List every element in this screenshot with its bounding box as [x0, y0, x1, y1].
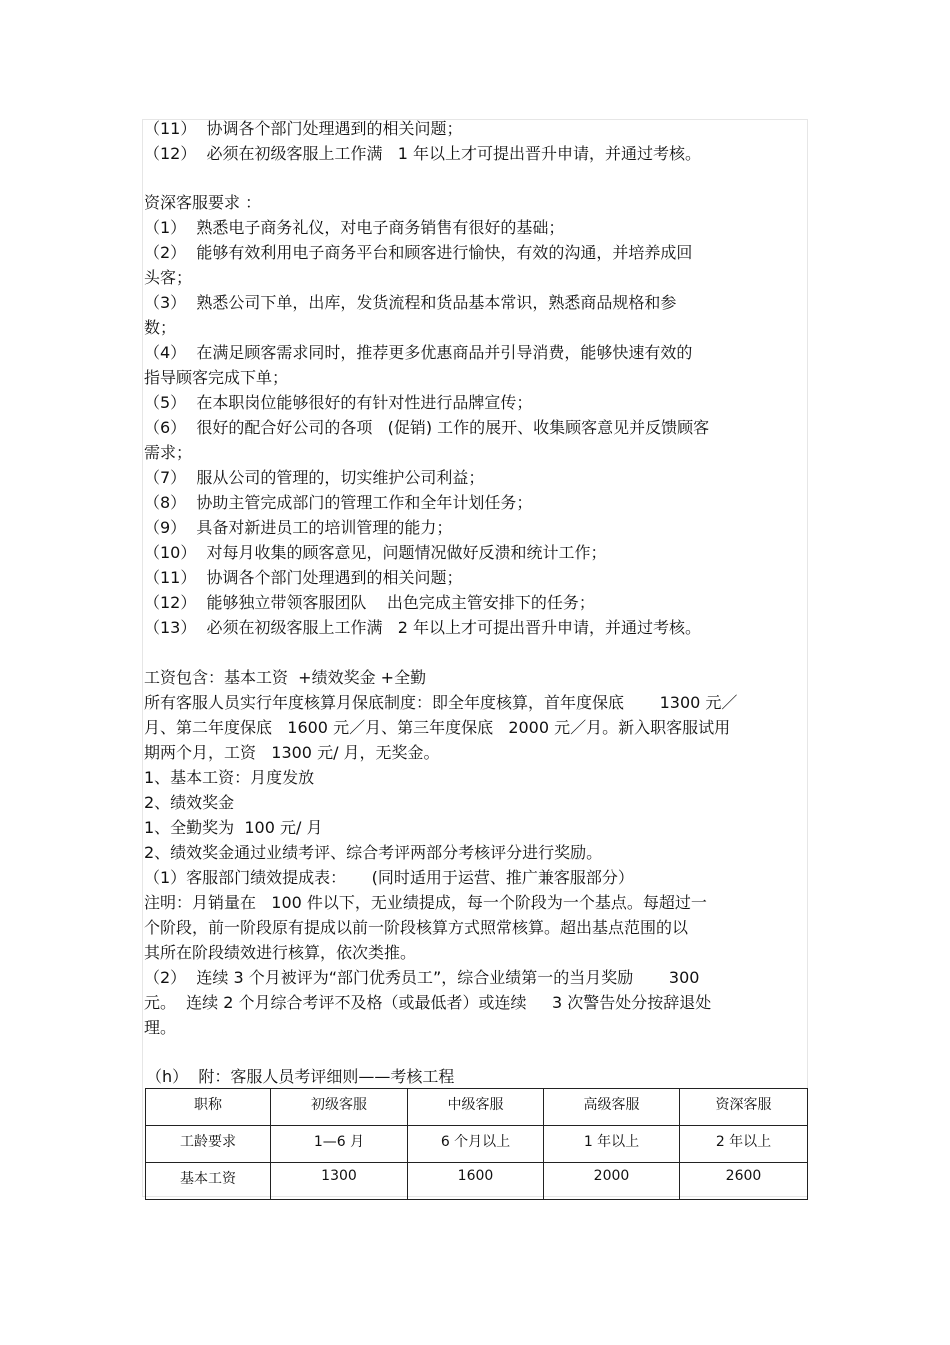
table-header-cell: 初级客服: [271, 1089, 408, 1126]
table-cell: 1300: [271, 1163, 408, 1200]
text-line: （6） 很好的配合好公司的各项 (促销) 工作的展开、收集顾客意见并反馈顾客: [144, 418, 710, 437]
text-line: （7） 服从公司的管理的，切实维护公司利益；: [144, 468, 485, 487]
text-line: （12） 必须在初级客服上工作满 1 年以上才可提出晋升申请，并通过考核。: [144, 144, 702, 163]
table-row: [146, 1126, 808, 1163]
text-line: 注明：月销量在 100 件以下，无业绩提成，每一个阶段为一个基点。每超过一: [144, 893, 707, 912]
text-line: （1） 熟悉电子商务礼仪，对电子商务销售有很好的基础；: [144, 218, 565, 237]
text-line: 理。: [144, 1018, 177, 1037]
table-cell: 1—6 月: [271, 1126, 408, 1163]
table-cell: 2 年以上: [680, 1126, 808, 1163]
text-line: 个阶段，前一阶段原有提成以前一阶段核算方式照常核算。超出基点范围的以: [144, 918, 689, 937]
text-line: 1、全勤奖为 100 元/ 月: [144, 818, 323, 837]
table-cell: 1 年以上: [544, 1126, 680, 1163]
table-header-cell: 职称: [146, 1089, 271, 1126]
text-line: 需求；: [144, 443, 193, 462]
text-line: 1、基本工资：月度发放: [144, 768, 315, 787]
text-line: 月、第二年度保底 1600 元／月、第三年度保底 2000 元／月。新入职客服试用: [144, 718, 731, 737]
text-line: （2） 连续 3 个月被评为“部门优秀员工”，综合业绩第一的当月奖励 300: [144, 968, 700, 987]
table-header-cell: 中级客服: [408, 1089, 544, 1126]
text-line: 指导顾客完成下单；: [144, 368, 289, 387]
table-cell: 工龄要求: [146, 1126, 271, 1163]
table-header-cell: 资深客服: [680, 1089, 808, 1126]
text-line: （1）客服部门绩效提成表： (同时适用于运营、推广兼客服部分）: [144, 868, 634, 887]
text-line: （13） 必须在初级客服上工作满 2 年以上才可提出晋升申请，并通过考核。: [144, 618, 702, 637]
table-cell: 2600: [680, 1163, 808, 1200]
assessment-table: [145, 1088, 808, 1200]
section-heading: 资深客服要求 ：: [144, 193, 262, 212]
text-line: 期两个月，工资 1300 元/ 月，无奖金。: [144, 743, 440, 762]
text-line: 2、绩效奖金: [144, 793, 235, 812]
table-cell: 6 个月以上: [408, 1126, 544, 1163]
text-line: （3） 熟悉公司下单，出库，发货流程和货品基本常识，熟悉商品规格和参: [144, 293, 677, 312]
text-line: （2） 能够有效利用电子商务平台和顾客进行愉快，有效的沟通，并培养成回: [144, 243, 693, 262]
text-line: 数；: [144, 318, 177, 337]
text-line: （11） 协调各个部门处理遇到的相关问题；: [144, 568, 463, 587]
table-header-cell: 高级客服: [544, 1089, 680, 1126]
table-cell: 2000: [544, 1163, 680, 1200]
section-heading: 工资包含：基本工资 +绩效奖金 +全勤: [144, 668, 427, 687]
text-line: 头客；: [144, 268, 193, 287]
text-line: （5） 在本职岗位能够很好的有针对性进行品牌宣传；: [144, 393, 533, 412]
table-cell: 1600: [408, 1163, 544, 1200]
table-row: [146, 1163, 808, 1200]
text-line: （10） 对每月收集的顾客意见，问题情况做好反溃和统计工作；: [144, 543, 607, 562]
text-line: （9） 具备对新进员工的培训管理的能力；: [144, 518, 453, 537]
text-line: 其所在阶段绩效进行核算，依次类推。: [144, 943, 417, 962]
text-line: 2、绩效奖金通过业绩考评、综合考评两部分考核评分进行奖励。: [144, 843, 603, 862]
text-line: 所有客服人员实行年度核算月保底制度：即全年度核算，首年度保底 1300 元／: [144, 693, 738, 712]
text-line: （4） 在满足顾客需求同时，推荐更多优惠商品并引导消费，能够快速有效的: [144, 343, 693, 362]
text-line: 元。 连续 2 个月综合考评不及格（或最低者）或连续 3 次警告处分按辞退处: [144, 993, 712, 1012]
text-line: （11） 协调各个部门处理遇到的相关问题；: [144, 119, 463, 138]
page-frame: [142, 119, 808, 1197]
table-cell: 基本工资: [146, 1163, 271, 1200]
text-line: （8） 协助主管完成部门的管理工作和全年计划任务；: [144, 493, 533, 512]
table-caption: （h） 附：客服人员考评细则——考核工程: [146, 1067, 455, 1086]
table-header-row: [146, 1089, 808, 1126]
text-line: （12） 能够独立带领客服团队 出色完成主管安排下的任务；: [144, 593, 595, 612]
